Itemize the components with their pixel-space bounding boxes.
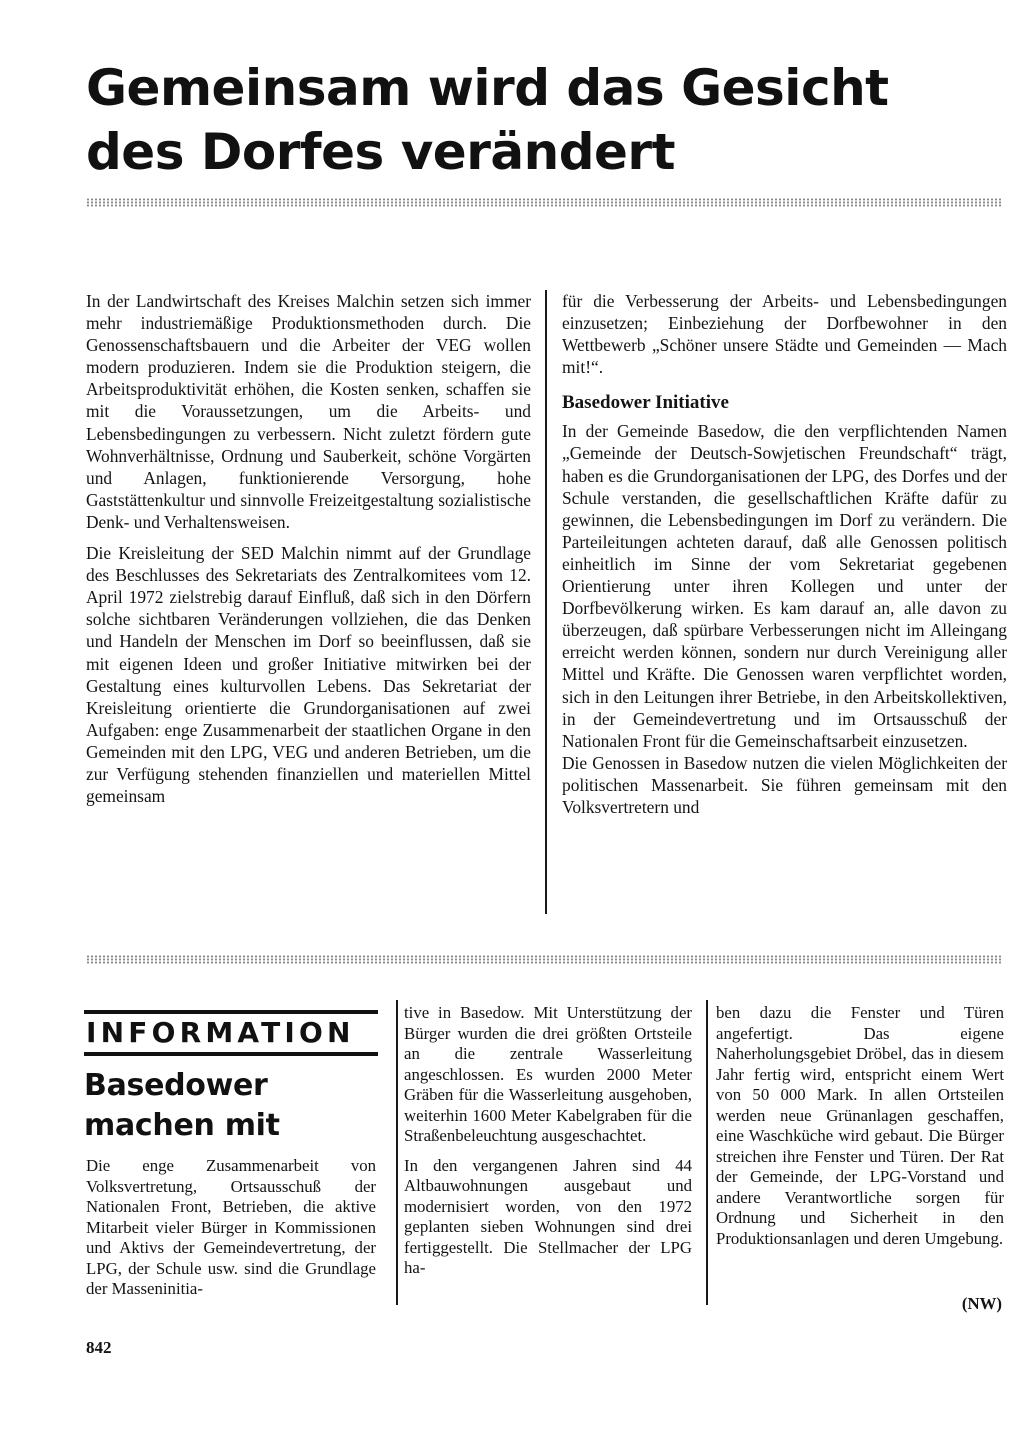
info-title-line-2: machen mit xyxy=(84,1108,280,1143)
info-label: INFORMATION xyxy=(86,1016,355,1049)
info-col1-text: Die enge Zusammenarbeit von Volksvertretung, Ortsausschuß der Nationalen Front, Betrieben, die aktive Mitarbeit vieler Bürger in Kommissionen und Aktivs der Gemeindevertretung, der LPG, der Schule usw. sind die Grundlage der Masseninitia- xyxy=(86,1156,376,1298)
article-column-divider xyxy=(545,290,547,914)
headline-line-2: des Dorfes verändert xyxy=(86,123,675,181)
left-paragraph-2: Die Kreisleitung der SED Malchin nimmt auf der Grundlage des Beschlusses des Sekretariats des Zentralkomitees vom 12. April 1972 zielstrebig darauf Einfluß, daß sich in den Dörfern solche sichtbaren Veränderungen vollziehen, die das Denken und Handeln der Menschen im Dorf so beeinflussen, daß sie mit eigenen Ideen und großer Initiative mitwirken bei der Gestaltung eines kulturvollen Lebens. Das Sekretariat der Kreisleitung orientierte die Grundorganisationen auf zwei Aufgaben: enge Zusammenarbeit der staatlichen Organe in den Gemeinden mit den LPG, VEG und anderen Betrieben, um die zur Verfügung stehenden finanziellen und materiellen Mittel gemeinsam xyxy=(86,543,531,807)
info-title-line-1: Basedower xyxy=(84,1068,268,1103)
info-title xyxy=(84,1066,378,1146)
info-col2-paragraph-1: tive in Basedow. Mit Unterstützung der Bürger wurden die drei größten Ortsteile an die zentrale Wasserleitung angeschlossen. Es wurden 2000 Meter Gräben für die Wasserleitung ausgehoben, weiterhin 1600 Meter Kabelgraben für die Straßenbeleuchtung ausgeschachtet. xyxy=(404,1003,692,1145)
article-right-column xyxy=(562,290,1007,818)
right-intro-paragraph: für die Verbesserung der Arbeits- und Lebensbedingungen einzusetzen; Einbeziehung der Dorfbewohner in den Wettbewerb „Schöner unsere Städte und Gemeinden — Mach mit!“. xyxy=(562,291,1007,378)
headline-line-1: Gemeinsam wird das Gesicht xyxy=(86,59,889,117)
left-paragraph-1: In der Landwirtschaft des Kreises Malchin setzen sich immer mehr industriemäßige Produktionsmethoden durch. Die Genossenschaftsbauern und die Arbeiter der VEG wollen modern produzieren. Indem sie die Produktion steigern, die Arbeitsproduktivität erhöhen, die Kosten senken, schaffen sie mit die Voraussetzungen, um die Arbeits- und Lebensbedingungen zu verbessern. Nicht zuletzt fördern gute Wohnverhältnisse, Ordnung und Sauberkeit, schöne Vorgärten und Anlagen, funktionierende Versorgung, hohe Gaststättenkultur und sinnvolle Freizeitgestaltung sozialistische Denk- und Verhaltensweisen. xyxy=(86,291,531,532)
info-bottom-bar xyxy=(84,1052,378,1056)
section-subheading: Basedower Initiative xyxy=(562,392,729,414)
info-col2-paragraph-2: In den vergangenen Jahren sind 44 Altbauwohnungen ausgebaut und modernisiert worden, von den 1972 geplanten sieben Wohnungen sind drei fertiggestellt. Die Stellmacher der LPG ha- xyxy=(404,1155,692,1277)
info-column-2 xyxy=(404,1003,692,1279)
right-paragraph-2: Die Genossen in Basedow nutzen die vielen Möglichkeiten der politischen Massenarbeit. Sie führen gemeinsam mit den Volksvertretern und xyxy=(562,752,1007,817)
info-divider-2 xyxy=(706,1000,708,1305)
info-col3-text: ben dazu die Fenster und Türen angefertigt. Das eigene Naherholungsgebiet Dröbel, das in diesem Jahr fertig wird, entspricht einem Wert von 50 000 Mark. In allen Ortsteilen werden neue Grünanlagen geschaffen, eine Waschküche wird gebaut. Die Bürger streichen ihre Fenster und Türen. Der Rat der Gemeinde, der LPG-Vorstand und andere Verantwortliche sorgen für Ordnung und Sicherheit in den Produktionsanlagen und deren Umgebung. xyxy=(716,1003,1004,1248)
article-headline xyxy=(86,56,986,184)
right-paragraph-1: In der Gemeinde Basedow, die den verpflichtenden Namen „Gemeinde der Deutsch-Sowjetischen Freundschaft“ trägt, haben es die Grundorganisationen der LPG, des Dorfes und der Schule verstanden, die gesellschaftlichen Kräfte dafür zu gewinnen, die Lebensbedingungen im Dorf zu verändern. Die Parteileitungen achteten darauf, daß alle Genossen politisch einheitlich im Sinne der vom Sekretariat gegebenen Orientierung unter ihren Kollegen und unter der Dorfbevölkerung wirken. Es kam darauf an, alle davon zu überzeugen, daß spürbare Verbesserungen nicht im Alleingang erreicht werden können, sondern nur durch Vereinigung aller Mittel und Kräfte. Die Genossen waren verpflichtet worden, sich in den Leitungen ihrer Betriebe, in den Arbeitskollektiven, in der Gemeindevertretung und im Ortsausschuß der Nationalen Front für die Gemeinschaftsarbeit einzusetzen. xyxy=(562,421,1007,751)
info-column-3 xyxy=(716,1003,1004,1249)
page-number: 842 xyxy=(86,1338,112,1357)
info-divider-1 xyxy=(396,1000,398,1305)
section-dotted-rule xyxy=(86,955,1001,964)
headline-dotted-rule xyxy=(86,198,1001,207)
article-left-column xyxy=(86,290,531,807)
info-column-1 xyxy=(86,1156,376,1300)
information-box xyxy=(84,1010,378,1146)
author-signature: (NW) xyxy=(961,1294,1002,1313)
